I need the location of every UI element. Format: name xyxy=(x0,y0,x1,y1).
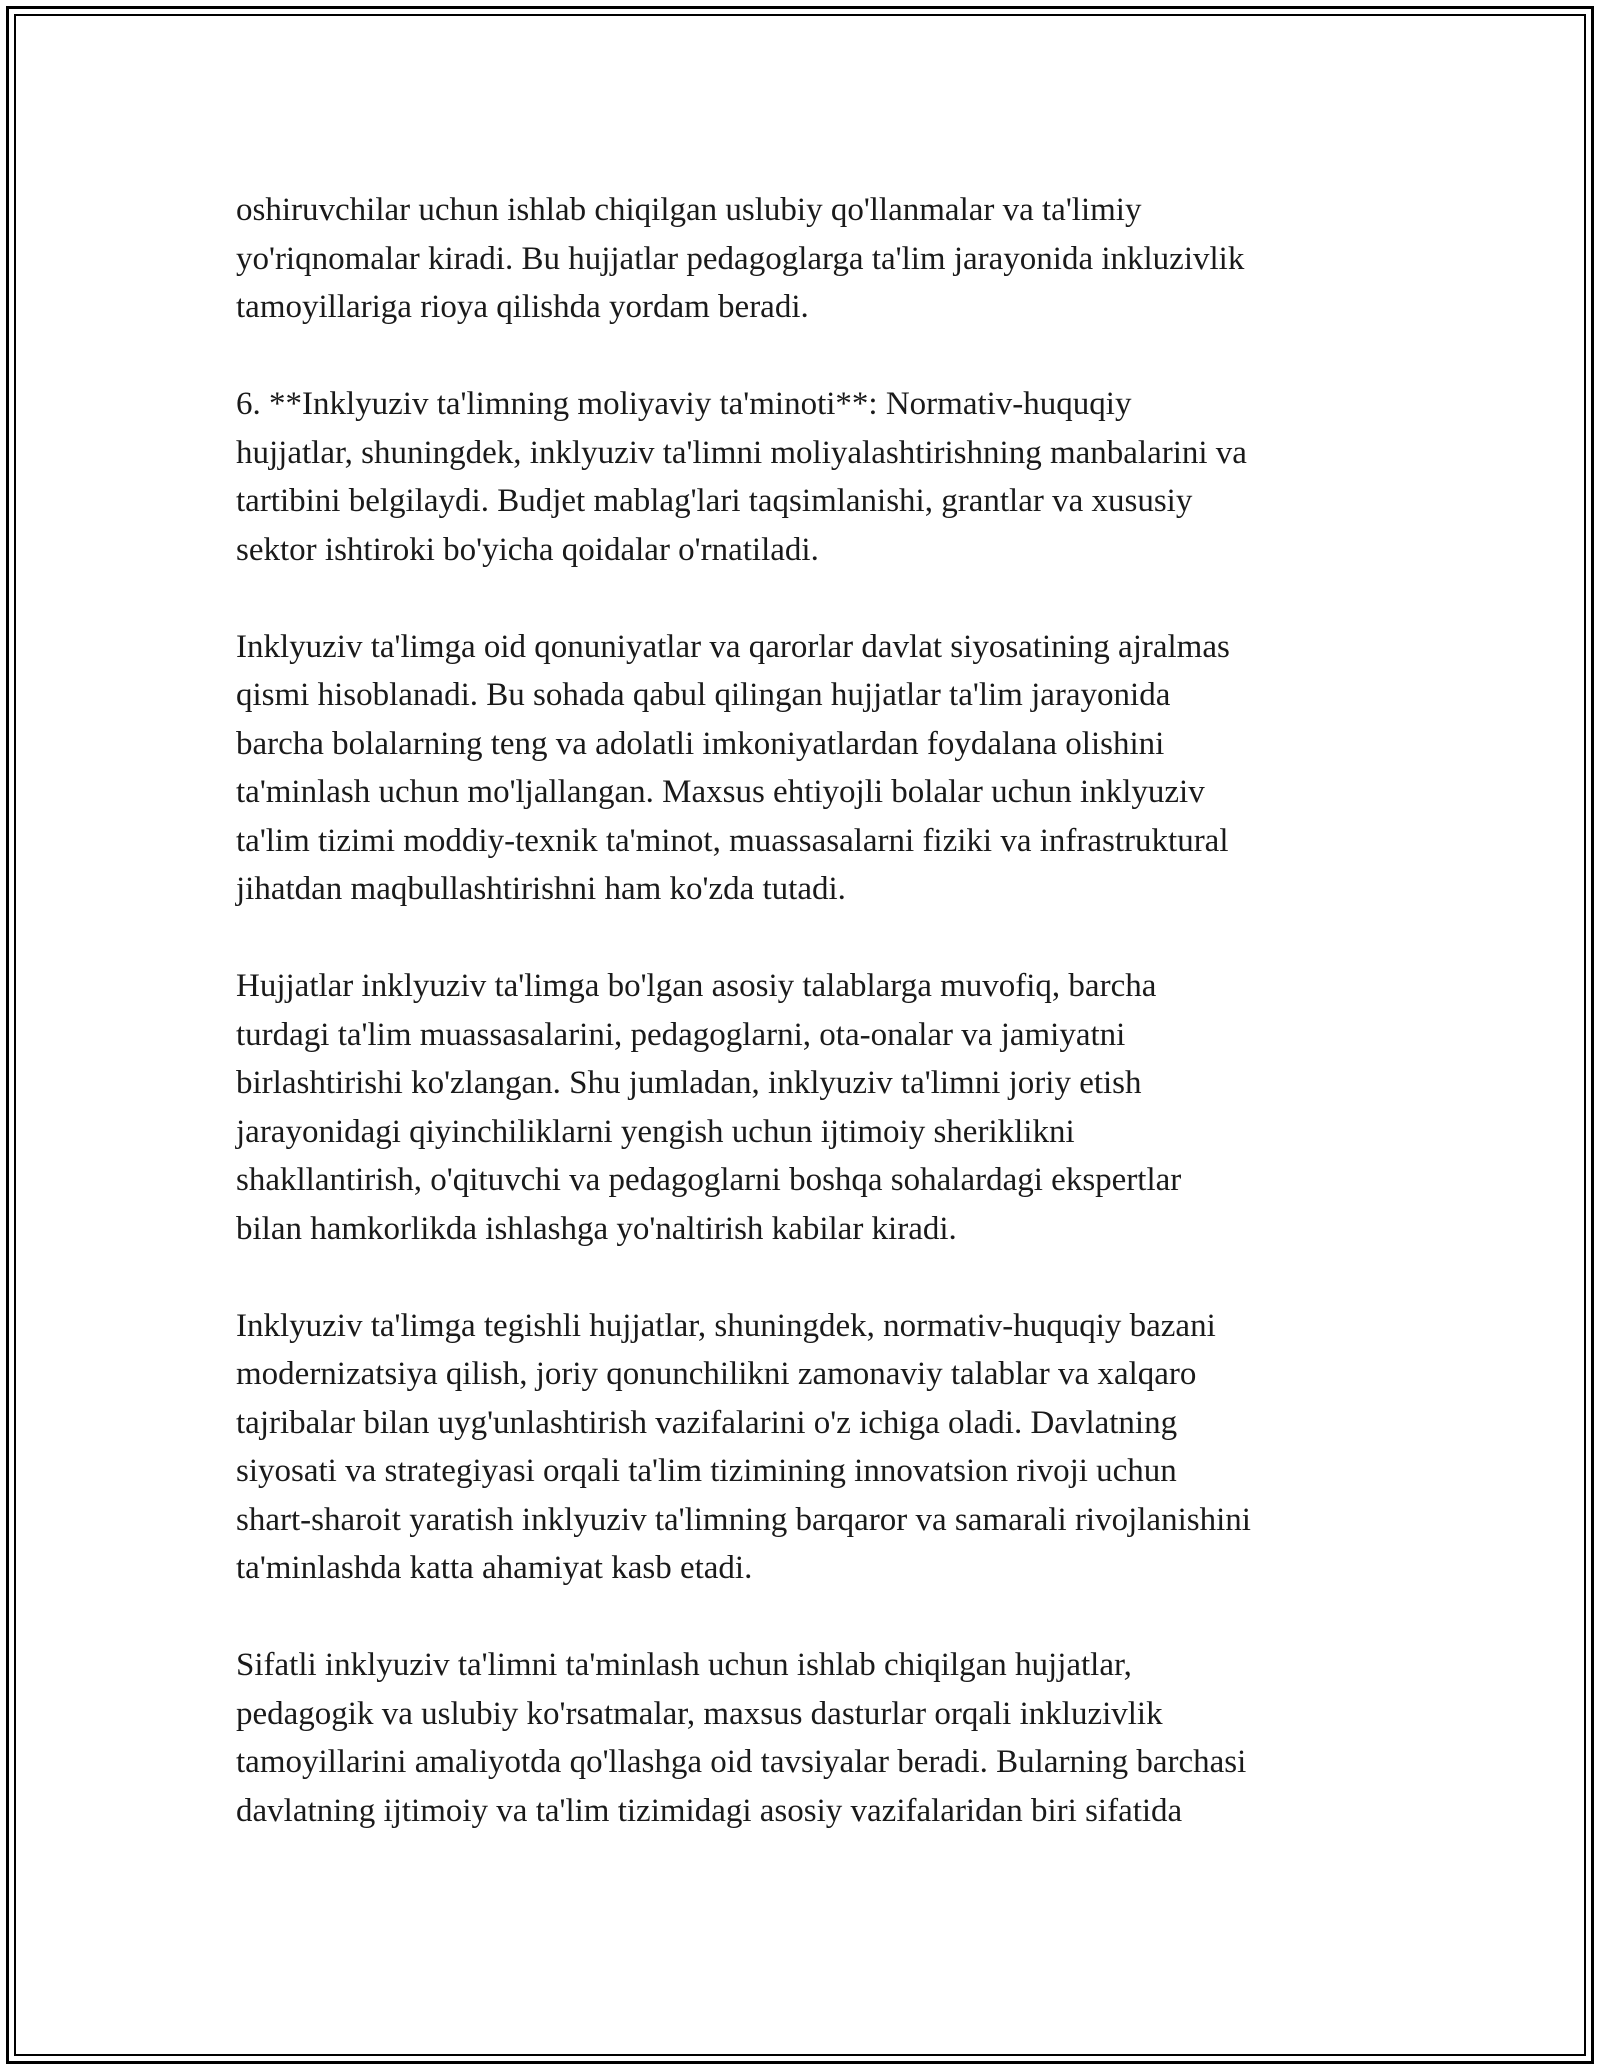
paragraph: Hujjatlar inklyuziv ta'limga bo'lgan asosiy talablarga muvofiq, barcha turdagi ta'lim muassasalarini, pedagoglarni, ota-onalar va jamiyatni birlashtirishi ko'zlangan. Shu jumladan, inklyuziv ta'limni joriy etish jarayonidagi qiyinchiliklarni yengish uchun ijtimoiy sheriklikni shakllantirish, o'qituvchi va pedagoglarni boshqa sohalardagi ekspertlar bilan hamkorlikda ishlashga yo'naltirish kabilar kiradi. xyxy=(236,968,1182,1247)
paragraph: Sifatli inklyuziv ta'limni ta'minlash uchun ishlab chiqilgan hujjatlar, pedagogik va uslubiy ko'rsatmalar, maxsus dasturlar orqali inkluzivlik tamoyillarini amaliyotda qo'llashga oid tavsiyalar beradi. Bularning barchasi davlatning ijtimoiy va ta'lim tizimidagi asosiy vazifalaridan biri sifatida xyxy=(236,1647,1247,1829)
paragraph: Inklyuziv ta'limga tegishli hujjatlar, shuningdek, normativ-huquqiy bazani modernizatsiya qilish, joriy qonunchilikni zamonaviy talablar va xalqaro tajribalar bilan uyg'unlashtirish vazifalarini o'z ichiga oladi. Davlatning siyosati va strategiyasi orqali ta'lim tizimining innovatsion rivoji uchun shart-sharoit yaratish inklyuziv ta'limning barqaror va samarali rivojlanishini ta'minlashda katta ahamiyat kasb etadi. xyxy=(236,1307,1251,1586)
document-body xyxy=(236,186,1386,1884)
paragraph: 6. **Inklyuziv ta'limning moliyaviy ta'minoti**: Normativ-huquqiy hujjatlar, shuningdek, inklyuziv ta'limni moliyalashtirishning manbalarini va tartibini belgilaydi. Budjet mablag'lari taqsimlanishi, grantlar va xususiy sektor ishtiroki bo'yicha qoidalar o'rnatiladi. xyxy=(236,386,1247,568)
paragraph: oshiruvchilar uchun ishlab chiqilgan uslubiy qo'llanmalar va ta'limiy yo'riqnomalar kiradi. Bu hujjatlar pedagoglarga ta'lim jarayonida inkluzivlik tamoyillariga rioya qilishda yordam beradi. xyxy=(236,192,1245,325)
paragraph: Inklyuziv ta'limga oid qonuniyatlar va qarorlar davlat siyosatining ajralmas qismi hisoblanadi. Bu sohada qabul qilingan hujjatlar ta'lim jarayonida barcha bolalarning teng va adolatli imkoniyatlardan foydalana olishini ta'minlash uchun mo'ljallangan. Maxsus ehtiyojli bolalar uchun inklyuziv ta'lim tizimi moddiy-texnik ta'minot, muassasalarni fiziki va infrastruktural jihatdan maqbullashtirishni ham ko'zda tutadi. xyxy=(236,628,1230,907)
